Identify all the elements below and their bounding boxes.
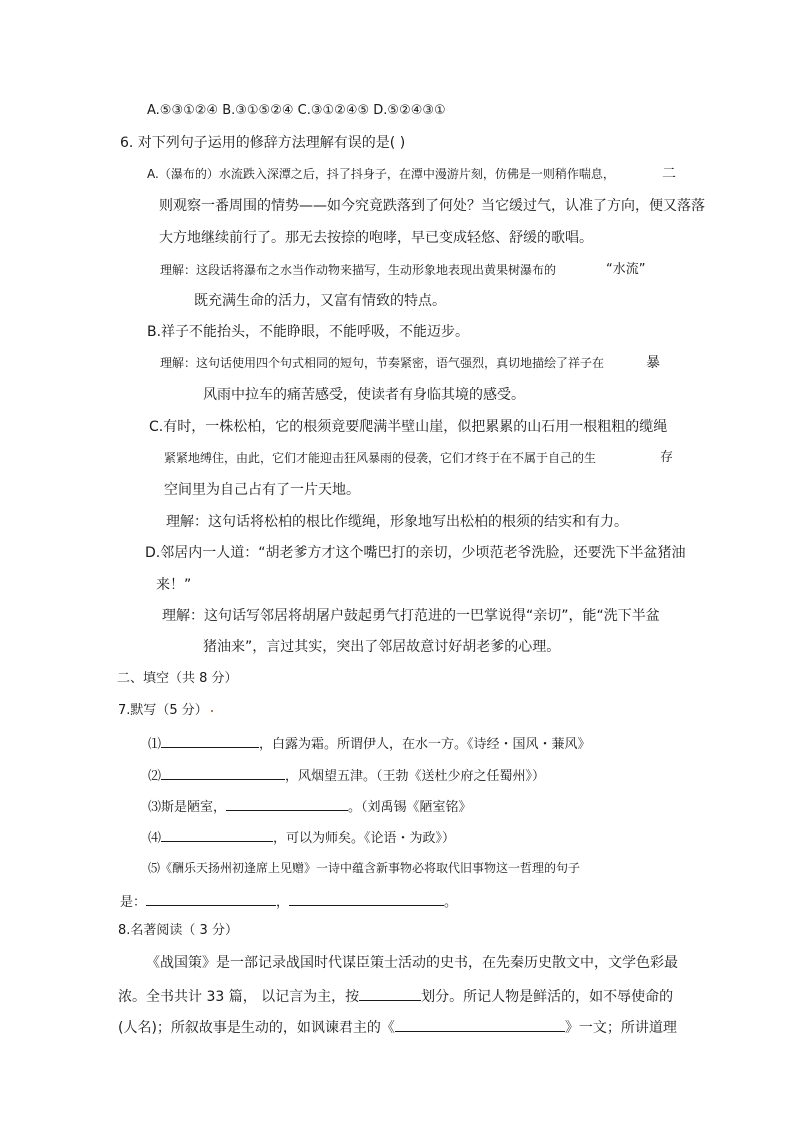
q6-option-b-explanation-line1: 理解：这句话使用四个句式相同的短句，节奏紧密，语气强烈，真切地描绘了祥子在: [160, 356, 605, 370]
line-text: 划分。所记人物是鲜活的，如不辱使命的: [421, 989, 674, 1005]
q6-option-b-explanation-tail: 暴: [646, 355, 660, 371]
q8-line2: [118, 988, 673, 1004]
line-text: 浓。全书共计 33 篇， 以记言为主，按: [118, 989, 360, 1005]
item-text: ，可以为师矣。《论语・为政》）: [273, 831, 456, 846]
q6-option-c-line1: C.有时，一株松柏，它的根须竟要爬满半壁山崖，似把累累的山石用一根粗粗的缆绳: [149, 419, 668, 435]
q6-option-b-line1: B.祥子不能抬头，不能睁眼，不能呼吸，不能迈步。: [147, 324, 470, 340]
q7-item-2: [148, 767, 545, 783]
q6-option-a-explanation-tail: “水流”: [606, 262, 646, 277]
line-text: (人名)；所叙故事是生动的，如讽谏君主的《: [118, 1020, 395, 1036]
q6-option-d-line1: D.邻居内一人道：“胡老爹方才这个嘴巴打的亲切，少顷范老爷洗脸，还要洗下半盆猪油: [145, 545, 686, 561]
q6-option-a-explanation-line2: 既充满生命的活力，又富有情致的特点。: [194, 293, 446, 309]
q5-options: A.⑤③①②④ B.③①⑤②④ C.③①②④⑤ D.⑤②④③①: [147, 103, 446, 118]
item-text: ，白露为霜。所谓伊人，在水一方。《诗经・国风・蒹风》: [259, 737, 591, 752]
q8-title: 8.名著阅读（ 3 分）: [118, 923, 238, 938]
item-number: ⑷: [148, 831, 162, 846]
q8-line3: [118, 1019, 677, 1035]
q6-option-a-line1-tail: 二: [662, 166, 676, 182]
item-text: 。（刘禹锡《陋室铭》: [348, 800, 472, 815]
q6-option-c-line2-tail: 存: [660, 450, 674, 465]
answer-blank[interactable]: [161, 767, 285, 780]
answer-blank[interactable]: [146, 893, 276, 906]
q6-option-d-explanation-line2: 猪油来”，言过其实，突出了邻居故意讨好胡老爹的心理。: [203, 639, 561, 655]
item-text: ，风烟望五津。（王勃《送杜少府之任蜀州》）: [285, 769, 546, 784]
answer-blank[interactable]: [226, 798, 348, 811]
q6-option-a-line1: A.（瀑布的）水流跌入深潭之后，抖了抖身子，在潭中漫游片刻，仿佛是一则稍作喘息，: [147, 167, 615, 181]
q6-option-d-line2: 来！”: [156, 577, 192, 593]
q7-title: [118, 704, 213, 717]
q7-title-text: 7.默写（5 分）: [118, 703, 208, 718]
q7-item-4: [148, 829, 455, 845]
q8-line1: 《战国策》是一部记录战国时代谋臣策士活动的史书，在先秦历史散文中，文学色彩最: [146, 955, 678, 971]
q7-item-1: [148, 735, 591, 751]
item-label: 是：: [120, 895, 147, 910]
answer-blank[interactable]: [395, 1019, 565, 1032]
mark-dot: [211, 710, 213, 712]
q6-stem: 6. 对下列句子运用的修辞方法理解有误的是( ): [120, 135, 406, 151]
item-number: ⑵: [148, 769, 162, 784]
item-separator: ，: [276, 895, 290, 910]
answer-blank[interactable]: [359, 988, 421, 1001]
q6-option-c-line2: 紧紧地缚住，由此，它们才能迎击狂风暴雨的侵袭，它们才终于在不属于自己的生: [164, 451, 597, 465]
q6-option-b-explanation-line2: 风雨中拉车的痛苦感受，使读者有身临其境的感受。: [203, 387, 525, 403]
q7-item-3: [148, 798, 472, 814]
q6-option-a-line3: 大方地继续前行了。那无去按捺的咆哮，早已变成轻悠、舒缓的歌唱。: [159, 230, 593, 246]
item-number: ⑴: [148, 737, 162, 752]
answer-blank[interactable]: [289, 893, 444, 906]
item-number: ⑶斯是陋室，: [148, 800, 227, 815]
q6-option-d-explanation-line1: 理解：这句话写邻居将胡屠户鼓起勇气打范进的一巴掌说得“亲切”，能“洗下半盆: [162, 608, 660, 624]
q6-option-a-line2: 则观察一番周围的情势——如今究竟跌落到了何处？当它缓过气，认准了方向，便又落落: [159, 198, 705, 214]
answer-blank[interactable]: [161, 829, 273, 842]
q6-option-c-explanation: 理解：这句话将松柏的根比作缆绳，形象地写出松柏的根须的结实和有力。: [166, 514, 628, 530]
q7-item-5-line1: ⑸《酬乐天扬州初逢席上见赠》一诗中蕴含新事物必将取代旧事物这一哲理的句子: [148, 861, 581, 875]
q6-option-c-line3: 空间里为自己占有了一片天地。: [164, 482, 360, 498]
section-two-title: 二、填空（共 8 分）: [117, 671, 238, 686]
q7-item-5-line2: [120, 893, 457, 909]
item-end: 。: [444, 895, 458, 910]
line-text: 》一文；所讲道理: [564, 1020, 677, 1036]
answer-blank[interactable]: [161, 735, 259, 748]
q6-option-a-explanation-line1: 理解：这段话将瀑布之水当作动物来描写，生动形象地表现出黄果树瀑布的: [160, 263, 557, 277]
